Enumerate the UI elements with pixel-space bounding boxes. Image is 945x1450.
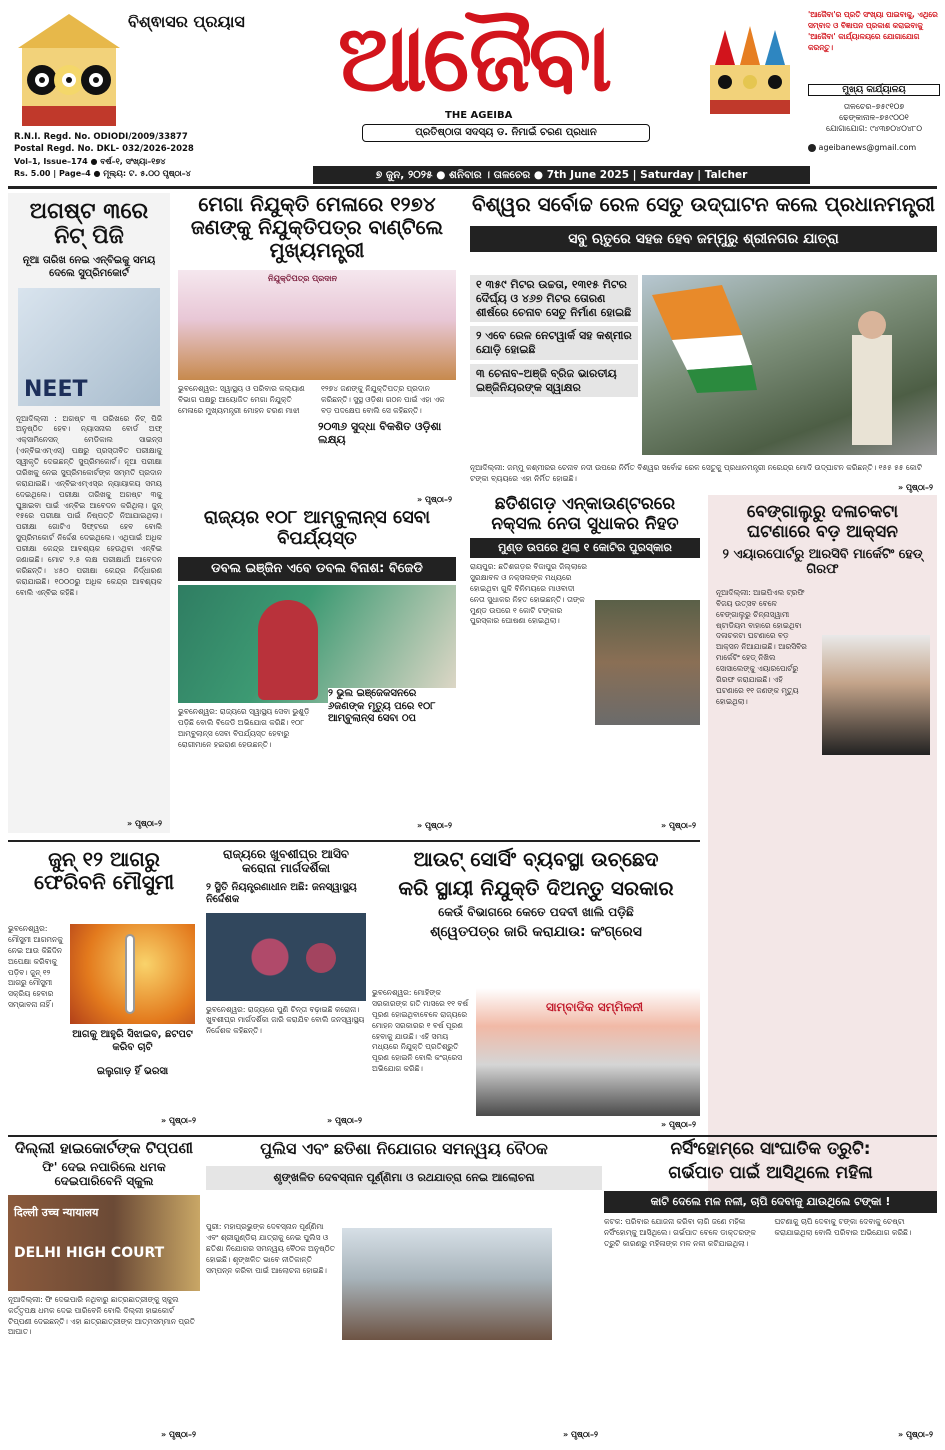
office-line: ଢେଙ୍କାନାଳ–୭୫୯୦୦୧: [839, 113, 909, 122]
person-icon: [258, 600, 318, 700]
monsoon-headline: ଫେରିବନି ମୌସୁମୀ: [33, 870, 175, 894]
outsourcing-subheadline: କେଉଁ ବିଭାଗରେ କେତେ ପଦବୀ ଖାଲି ପଡ଼ିଛି: [438, 905, 634, 919]
delhi-hc-headline: ଫି' ଦେଇ ନପାରିଲେ ଧମକ ଦେଇପାରିବେନି ସ୍କୁଲ: [42, 1160, 166, 1189]
ambulance-continue[interactable]: » ପୃଷ୍ଠା–୨: [417, 821, 452, 830]
monsoon-headline: ଜୁନ୍ ୧୨ ଆଗରୁ: [48, 847, 160, 871]
reg-number: R.N.I. Regd. No. ODIODI/2009/33877: [14, 132, 188, 142]
virus-icon: [306, 943, 336, 973]
police-meeting-headline: ପୁଲିସ ଏବଂ ଛତିଶା ନିଯୋଗର ସମନ୍ୱୟ ବୈଠକ: [260, 1139, 548, 1158]
delhi-hc-image-text: DELHI HIGH COURT: [14, 1244, 165, 1261]
email-row[interactable]: [808, 143, 940, 152]
corona-continue[interactable]: » ପୃଷ୍ଠା–୨: [327, 1116, 362, 1125]
neet-continue[interactable]: » ପୃଷ୍ଠା–୨: [127, 819, 162, 828]
nursing-home-subheadline: କାଟି ଦେଲେ ମଳ ନଳୀ, ଚାପି ଦେବାକୁ ଯାଉଥିଲେ ଟଙ୍କା !: [604, 1191, 937, 1213]
neet-image-label: NEET: [24, 376, 88, 402]
monsoon-body: ଭୁବନେଶ୍ୱର: ମୌସୁମୀ ଆଗମନକୁ ନେଇ ଆଉ କିଛିଦିନ ଅପେକ୍ଷା କରିବାକୁ ପଡ଼ିବ। ଜୁନ୍ ୧୨ ଆଗରୁ ମୌସୁମୀ ସକ୍ରିୟ ହେବାର ସମ୍ଭାବନା ନାହିଁ।: [8, 924, 63, 1010]
outsourcing-subheadline: ଶ୍ୱେତପତ୍ର ଜାରି କରାଯାଉ: କଂଗ୍ରେସ: [430, 923, 642, 940]
bengaluru-story: [708, 495, 937, 1207]
neet-story: [8, 193, 170, 833]
subscription-notice: 'ଆଜୈବା'ର ପ୍ରତି ସଂଖ୍ୟା ପାଇବାକୁ, ଏଥିରେ ସମ୍ବାଦ ଓ ବିଜ୍ଞାପନ ପ୍ରକାଶ କରାଇବାକୁ 'ଆଜୈବା' କାର୍ଯ୍ୟାଳୟରେ ଯୋଗାଯୋଗ କରନ୍ତୁ।: [808, 10, 938, 52]
ambulance-photo: [178, 585, 456, 703]
encounter-headline: ନକ୍ସଲ ନେତା ସୁଧାକର ନିହତ: [491, 513, 679, 534]
jagannath-trinity-icon: [8, 8, 130, 130]
bengaluru-body: ନୂଆଦିଲ୍ଲୀ: ଆଇପିଏଲ ଟ୍ରଫି ବିଜୟ ଉତ୍ସବ ବେଳେ ବେଙ୍ଗାଲୁରୁ ଚିନ୍ନାସ୍ୱାମୀ ଷ୍ଟାଡିୟମ ବାହାରେ ହୋଇଥିବା ଦଳାଚକଟା ଘଟଣାରେ ବଡ଼ ଆକ୍ସନ ନିଆଯାଇଛି। ଆରସିବିର ମାର୍କେଟିଂ ହେଡ୍ ନିଖିଲ ସୋସାଲେଙ୍କୁ ଏୟାରପୋର୍ଟରୁ ଗିରଫ କରାଯାଇଛି। ଏହି ଘଟଣାରେ ୧୧ ଜଣଙ୍କ ମୃତ୍ୟୁ ହୋଇଥିଲା।: [716, 587, 807, 706]
corona-headline: ରାଜ୍ୟରେ ଖୁବଶୀଘ୍ର ଆସିବ: [223, 847, 349, 861]
section-rule: [8, 840, 700, 842]
email-icon: [808, 144, 816, 152]
mega-job-banner: ନିଯୁକ୍ତିପତ୍ର ପ୍ରଦାନ: [268, 274, 338, 283]
encounter-body: ରାୟପୁର: ଛତିଶଗଡ଼ର ବିଜାପୁର ଜିଲ୍ଲାରେ ସୁରକ୍ଷାବଳ ଓ ନକ୍ସଲଙ୍କ ମଧ୍ୟରେ ହୋଇଥିବା ଗୁଳି ବିନିମୟରେ ମାଓବାଦୀ ନେତା ସୁଧାକର ନିହତ ହୋଇଛନ୍ତି। ତାଙ୍କ ମୁଣ୍ଡ ଉପରେ ୧ କୋଟି ଟଙ୍କାର ପୁରସ୍କାର ଘୋଷଣା ହୋଇଥିଲା।: [470, 562, 587, 626]
ambulance-story: [178, 508, 456, 833]
email-address: ageibanews@gmail.com: [818, 143, 917, 152]
date-strip: ୭ ଜୁନ, ୨୦୨୫ ● ଶନିବାର । ତାଳଚେର ● 7th June 2025 | Saturday | Talcher: [313, 166, 810, 184]
outsourcing-headline: ଆଉଟ୍ ସୋର୍ସିଂ ବ୍ୟବସ୍ଥା ଉଚ୍ଛେଦ: [413, 847, 659, 871]
monsoon-caption-2: ଇଲୁଗାଡ଼ ହିଁ ଭରସା: [96, 1066, 169, 1077]
mega-job-highlight: ୨୦୩୬ ସୁଦ୍ଧା ବିକଶିତ ଓଡ଼ିଶା ଲକ୍ଷ୍ୟ: [318, 420, 442, 446]
masthead-tagline: ବିଶ୍ଵାସର ପ୍ରୟାସ: [128, 12, 245, 31]
chariot-icon: [700, 20, 800, 120]
office-line: ଯୋଗାଯୋଗ: ୯୪୩୭୦୪୦୪୮୦: [825, 124, 923, 133]
corona-body: ଭୁବନେଶ୍ୱର: ରାଜ୍ୟରେ ପୁଣି ଚିନ୍ତା ବଢ଼ାଇଛି କରୋନା। ଖୁବଶୀଘ୍ର ମାର୍ଗଦର୍ଶିକା ଜାରି କରାଯିବ ବୋଲି ଜନସ୍ୱାସ୍ଥ୍ୟ ନିର୍ଦ୍ଦେଶକ କହିଛନ୍ତି।: [206, 1004, 365, 1036]
bengaluru-photo: [822, 635, 930, 755]
nursing-home-body: କଟକ: ପରିବାର ଯୋଜନା କରିବା ଲାଗି ଜଣେ ମହିଳା ନର୍ସିଂହୋମ୍‌କୁ ଆସିଥିଲେ। ଗର୍ଭପାତ ବେଳେ ଡାକ୍ତରଙ୍କ ତ୍ରୁଟି କାରଣରୁ ମହିଳାଙ୍କ ମଳ ନଳୀ କଟିଯାଇଥିଲା। ଘଟଣାକୁ ଚାପି ଦେବାକୁ ଟଙ୍କା ଦେବାକୁ ଚେଷ୍ଟା କରାଯାଇଥିଲା ବୋଲି ପରିବାର ଅଭିଯୋଗ କରିଛି।: [604, 1217, 912, 1248]
ambulance-bullet: ୨ ଭୁଲ ଇଞ୍ଜେକସନରେ ୬ଜଣଙ୍କ ମୃତ୍ୟୁ ପରେ ୧୦୮ ଆମ୍ବୁଲାନ୍ସ ସେବା ଠପ: [328, 688, 456, 726]
monsoon-story: [8, 848, 200, 1130]
founder-line: ପ୍ରତିଷ୍ଠାତା ସଦସ୍ୟ ଡ. ନିମାଇଁ ଚରଣ ପ୍ରଧାନ: [362, 124, 650, 142]
postal-number: Postal Regd. No. DKL- 032/2026-2028: [14, 144, 194, 154]
monsoon-caption: ଆଗକୁ ଆହୁରି ସିଝାଇବ, ଛଟପଟ କରିବ ଚାଟି: [72, 1029, 193, 1053]
virus-photo: [206, 913, 366, 1001]
mega-job-story: [178, 193, 456, 505]
corona-subheadline: ୨ ସ୍ଥିତି ନିୟନ୍ତ୍ରଣାଧୀନ ଅଛି: ଜନସ୍ୱାସ୍ଥ୍ୟ ନିର୍ଦ୍ଦେଶକ: [206, 881, 357, 906]
encounter-subheadline: ମୁଣ୍ଡ ଉପରେ ଥିଲା ୧ କୋଟିର ପୁରସ୍କାର: [470, 538, 700, 558]
section-rule: [8, 1135, 937, 1137]
rail-bridge-bullet: ୨ ଏବେ ରେଳ ନେଟୱାର୍କ ସହ କଶ୍ମୀର ଯୋଡ଼ି ହୋଇଛି: [470, 326, 638, 360]
rail-bridge-photo: [642, 275, 937, 455]
price-line: Rs. 5.00 | Page–4 ● ମୂଲ୍ୟ: ଟ. ୫.୦୦ ପୃଷ୍ଠା–୪: [14, 169, 191, 178]
monsoon-continue[interactable]: » ପୃଷ୍ଠା–୨: [161, 1116, 196, 1125]
encounter-photo: [595, 600, 700, 725]
police-meeting-body: ପୁରୀ: ମହାପ୍ରଭୁଙ୍କ ଦେବସ୍ନାନ ପୂର୍ଣ୍ଣିମା ଏବଂ ଶ୍ରୀଗୁଣ୍ଡିଚା ଯାତ୍ରାକୁ ନେଇ ପୁଲିସ ଓ ଛତିଶା ନିଯୋଗର ସମନ୍ୱୟ ବୈଠକ ଅନୁଷ୍ଠିତ ହୋଇଛି। ଶୃଙ୍ଖଳିତ ଭାବେ ନୀତିକାନ୍ତି ସମ୍ପନ୍ନ କରିବା ପାଇଁ ଆଲୋଚନା ହୋଇଛି।: [206, 1222, 335, 1275]
outsourcing-photo: [476, 988, 700, 1116]
rail-bridge-bullets: [470, 275, 638, 397]
ambulance-body: ଭୁବନେଶ୍ୱର: ରାଜ୍ୟରେ ସ୍ୱାସ୍ଥ୍ୟ ସେବା ଭୁଶୁଡ଼ି ପଡ଼ିଛି ବୋଲି ବିଜେଡି ଅଭିଯୋଗ କରିଛି। ୧୦୮ ଆମ୍ବୁଲାନ୍ସ ସେବା ବିପର୍ଯ୍ୟସ୍ତ ହେବାରୁ ରୋଗୀମାନେ ହଇରାଣ ହେଉଛନ୍ତି।: [178, 707, 310, 749]
neet-image: [18, 288, 160, 406]
outsourcing-body: ଭୁବନେଶ୍ୱର: ମୋହିଙ୍କ ସରକାରଙ୍କ ଗତି ମାସରେ ୧୧ ବର୍ଷ ପୂରଣ ହୋଇଥିବାବେଳେ ରାଜ୍ୟରେ ମୋହନ ସରକାରର ୧ ବର୍ଷ ପୂରଣ ହେବାକୁ ଯାଉଛି। ଏହି ସମୟ ମଧ୍ୟରେ ନିଯୁକ୍ତି ପ୍ରତିଶ୍ରୁତି ପୂରଣ ହୋଇନି ବୋଲି କଂଗ୍ରେସ ଅଭିଯୋଗ କରିଛି।: [372, 988, 469, 1074]
police-meeting-continue[interactable]: » ପୃଷ୍ଠା–୨: [563, 1430, 598, 1439]
office-label: ମୁଖ୍ୟ କାର୍ଯ୍ୟାଳୟ: [808, 84, 940, 96]
newspaper-logo: ଆଜୈବା: [337, 4, 609, 112]
thermometer-photo: [70, 924, 195, 1024]
delhi-hc-image-text: दिल्ली उच्च न्यायालय: [14, 1205, 99, 1219]
bengaluru-headline: ଘଟଣାରେ ବଡ଼ ଆକ୍ସନ: [747, 521, 898, 542]
nursing-home-continue[interactable]: » ପୃଷ୍ଠା–୨: [898, 1430, 933, 1439]
outsourcing-story: [372, 848, 700, 1130]
rail-bridge-subheadline: ସବୁ ଋତୁରେ ସହଜ ହେବ ଜମ୍ମୁରୁ ଶ୍ରୀନଗର ଯାତ୍ରା: [470, 226, 937, 252]
masthead-rule: [8, 186, 937, 189]
bengaluru-subheadline: ୨ ଏୟାରପୋର୍ଟରୁ ଆରସିବି ମାର୍କେଟିଂ ହେଡ୍ ଗିରଫ: [722, 547, 923, 578]
thermometer-icon: [125, 934, 135, 1014]
rail-bridge-story: [470, 193, 937, 493]
delhi-hc-photo: [8, 1195, 200, 1291]
ambulance-headline: ରାଜ୍ୟର ୧୦୮ ଆମ୍ବୁଲାନ୍ସ ସେବା ବିପର୍ଯ୍ୟସ୍ତ: [203, 507, 431, 549]
mega-job-continue[interactable]: » ପୃଷ୍ଠା–୨: [417, 495, 452, 504]
rail-bridge-bullet: ୩ ଚେନାବ–ଅଞ୍ଜି ବ୍ରିଜ ଭାରତୀୟ ଇଞ୍ଜିନିୟରଙ୍କ ସ୍ୱାକ୍ଷର: [470, 364, 638, 398]
rail-bridge-continue[interactable]: » ପୃଷ୍ଠା–୨: [898, 483, 933, 492]
delhi-hc-continue[interactable]: » ପୃଷ୍ଠା–୨: [161, 1430, 196, 1439]
rail-bridge-bullet: ୧ ୩୫୯ ମିଟର ଉଚ୍ଚତା, ୧୩୧୫ ମିଟର ଦୈର୍ଘ୍ୟ ଓ ୪୬୭ ମିଟର ତୋରଣ ଶୀର୍ଷରେ ଚେନାବ ସେତୁ ନିର୍ମାଣ ହୋଇଛି: [470, 275, 638, 322]
encounter-continue[interactable]: » ପୃଷ୍ଠା–୨: [661, 821, 696, 830]
delhi-hc-story: [8, 1140, 200, 1442]
delhi-hc-headline: ଦିଲ୍ଲୀ ହାଇକୋର୍ଟଙ୍କ ଟିପ୍ପଣୀ: [14, 1139, 194, 1157]
outsourcing-continue[interactable]: » ପୃଷ୍ଠା–୨: [661, 1120, 696, 1129]
mega-job-photo: [178, 270, 456, 380]
encounter-headline: ଛତିଶଗଡ଼ ଏନ୍‌କାଉଣ୍ଟରରେ: [494, 494, 676, 514]
english-name: THE AGEIBA: [445, 110, 513, 121]
corona-story: [206, 848, 366, 1130]
mega-job-body: ଭୁବନେଶ୍ୱର: ସ୍ୱାସ୍ଥ୍ୟ ଓ ପରିବାର କଲ୍ୟାଣ ବିଭାଗ ପକ୍ଷରୁ ଆୟୋଜିତ ମେଗା ନିଯୁକ୍ତି ମେଳାରେ ମୁଖ୍ୟମନ୍ତ୍ରୀ ମୋହନ ଚରଣ ମାଝୀ ୧୨୭୪ ଜଣଙ୍କୁ ନିଯୁକ୍ତିପତ୍ର ପ୍ରଦାନ କରିଛନ୍ତି। ସୁସ୍ଥ ଓଡ଼ିଶା ଗଠନ ପାଇଁ ଏହା ଏକ ବଡ଼ ପଦକ୍ଷେପ ବୋଲି ସେ କହିଛନ୍ତି।: [178, 384, 445, 415]
police-meeting-photo: [342, 1228, 552, 1340]
police-meeting-subheadline: ଶୃଙ୍ଖଳିତ ଦେବସ୍ନାନ ପୂର୍ଣ୍ଣିମା ଓ ରଥଯାତ୍ରା ନେଇ ଆଲୋଚନା: [206, 1166, 602, 1190]
neet-body: ନୂଆଦିଲ୍ଲୀ : ଅଗଷ୍ଟ ୩ ତାରିଖରେ ନିଟ୍ ପିଜି ଅନୁଷ୍ଠିତ ହେବ। ନ୍ୟାସନାଲ ବୋର୍ଡ ଅଫ୍ ଏକ୍ସାମିନେସନ୍ ମେଡିକାଲ ସାଇନ୍ସ (ଏନ୍‌ବିଇଏମ୍‌ଏସ୍) ପକ୍ଷରୁ ପ୍ରସ୍ତାବିତ ପରୀକ୍ଷାକୁ ସ୍ୱୀକୃତି ଦେଇଛନ୍ତି ସୁପ୍ରିମକୋର୍ଟ। ନୂଆ ପରୀକ୍ଷା ତାରିଖକୁ ନେଇ ସୁପ୍ରିମକୋର୍ଟଙ୍କ ସମ୍ମତି ପ୍ରଦାନ କରାଯାଇଛି। ଏନ୍‌ବିଇଏମ୍‌ଏସ୍‌ର ନ୍ୟାୟାଳୟ ସମୟ ଦେଇଥିଲେ। ପରୀକ୍ଷା ତାରିଖକୁ ଅଗଷ୍ଟ ୩କୁ ଘୁଞ୍ଚାଇବା ପାଇଁ ଏନ୍‌ବିଇ ଆବେଦନ କରିଥିଲା। ଜୁନ୍ ୧୫ରେ ପରୀକ୍ଷା ପାଇଁ ନିଷ୍ପତ୍ତି ନିଆଯାଇଥିଲା। ପରୀକ୍ଷା ଗୋଟିଏ ସିଫ୍ଟରେ ହେବ ବୋଲି ସୁପ୍ରିମକୋର୍ଟ ନିର୍ଦ୍ଦେଶ ଦେଇଥିଲେ। ଏଥିପାଇଁ ଅଧିକ ପରୀକ୍ଷା କେନ୍ଦ୍ର ଆବଶ୍ୟକ ହେଉଥିବା ଏନ୍‌ବିଇ ଜଣାଇଛି। ମୋଟ ୨.୫ ଲକ୍ଷ ପରୀକ୍ଷାର୍ଥୀ ଆବେଦନ କରିଛନ୍ତି। ୪୫୦ ପରୀକ୍ଷା କେନ୍ଦ୍ର ନିର୍ଦ୍ଧାରଣ କରାଯାଇଛି। ୧୦୦୦ରୁ ଅଧିକ କେନ୍ଦ୍ର ଆବଶ୍ୟକ ବୋଲି ଏନ୍‌ବିଇ କହିଛି।: [16, 413, 162, 597]
nursing-home-story: [604, 1140, 937, 1442]
volume-issue: Vol–1, Issue–174 ● ବର୍ଷ–୧, ସଂଖ୍ୟା–୧୭୪: [14, 157, 166, 166]
rail-bridge-body: ନୂଆଦିଲ୍ଲୀ: ଜମ୍ମୁ କଶ୍ମୀରର ଚେନାବ ନଦୀ ଉପରେ ନିର୍ମିତ ବିଶ୍ୱର ସର୍ବୋଚ୍ଚ ରେଳ ସେତୁକୁ ପ୍ରଧାନମନ୍ତ୍ରୀ ନରେନ୍ଦ୍ର ମୋଦି ଉଦ୍‌ଘାଟନ କରିଛନ୍ତି। ୧୫୫ ୫୫ କୋଟି ଟଙ୍କା ବ୍ୟୟରେ ଏହା ନିର୍ମିତ ହୋଇଛି।: [470, 463, 923, 483]
bengaluru-headline: ବେଙ୍ଗାଲୁରୁ ଦଳାଚକଟା: [746, 502, 899, 522]
police-meeting-story: [206, 1140, 602, 1442]
mega-job-headline: ଜଣଙ୍କୁ ନିଯୁକ୍ତିପତ୍ର ବାଣ୍ଟିଲେ ମୁଖ୍ୟମନ୍ତ୍ରୀ: [190, 215, 444, 262]
neet-subheadline: ନୂଆ ତାରିଖ ନେଇ ଏନ୍‌ବିଇକୁ ସମୟ ଦେଲେ ସୁପ୍ରିମକୋର୍ଟ: [22, 254, 156, 279]
masthead: [0, 0, 945, 168]
mega-job-headline: ମେଗା ନିଯୁକ୍ତି ମେଳାରେ ୧୨୭୪: [198, 192, 436, 216]
office-line: ତାଳଚେର–୭୫୯୧୦୭: [843, 102, 905, 111]
corona-headline: କରୋନା ମାର୍ଗଦର୍ଶିକା: [242, 860, 330, 875]
delhi-hc-body: ନୂଆଦିଲ୍ଲୀ: ଫି ଦେଇପାରି ନଥିବାରୁ ଛାତ୍ରଛାତ୍ରୀଙ୍କୁ ସ୍କୁଲ କର୍ତ୍ତୃପକ୍ଷ ଧମକ ଦେଇ ପାରିବେନି ବୋଲି ଦିଲ୍ଲୀ ହାଇକୋର୍ଟ ଟିପ୍ପଣୀ ଦେଇଛନ୍ତି। ଏହା ଛାତ୍ରଛାତ୍ରୀଙ୍କ ଆତ୍ମସମ୍ମାନ ପ୍ରତି ଆଘାତ।: [8, 1294, 196, 1337]
outsourcing-banner: ସାମ୍ବାଦିକ ସମ୍ମିଳନୀ: [546, 1000, 644, 1014]
encounter-story: [470, 495, 700, 833]
nursing-home-headline: ଗର୍ଭପାତ ପାଇଁ ଆସିଥିଲେ ମହିଳା: [668, 1162, 873, 1183]
ambulance-subheadline: ଡବଲ ଇଞ୍ଜିନ ଏବେ ଡବଲ ବିନାଶ: ବିଜେଡି: [178, 557, 456, 581]
outsourcing-headline: କରି ସ୍ଥାୟୀ ନିଯୁକ୍ତି ଦିଅନ୍ତୁ ସରକାର: [398, 876, 674, 900]
nursing-home-headline: ନର୍ସିଂହୋମ୍‌ରେ ସାଂଘାତିକ ତ୍ରୁଟି:: [670, 1139, 871, 1159]
rail-bridge-headline: ବିଶ୍ୱର ସର୍ବୋଚ୍ଚ ରେଳ ସେତୁ ଉଦ୍‌ଘାଟନ କଲେ ପ୍ରଧାନମନ୍ତ୍ରୀ: [471, 192, 936, 216]
neet-headline: ଅଗଷ୍ଟ ୩ରେ ନିଟ୍ ପିଜି: [29, 199, 149, 250]
